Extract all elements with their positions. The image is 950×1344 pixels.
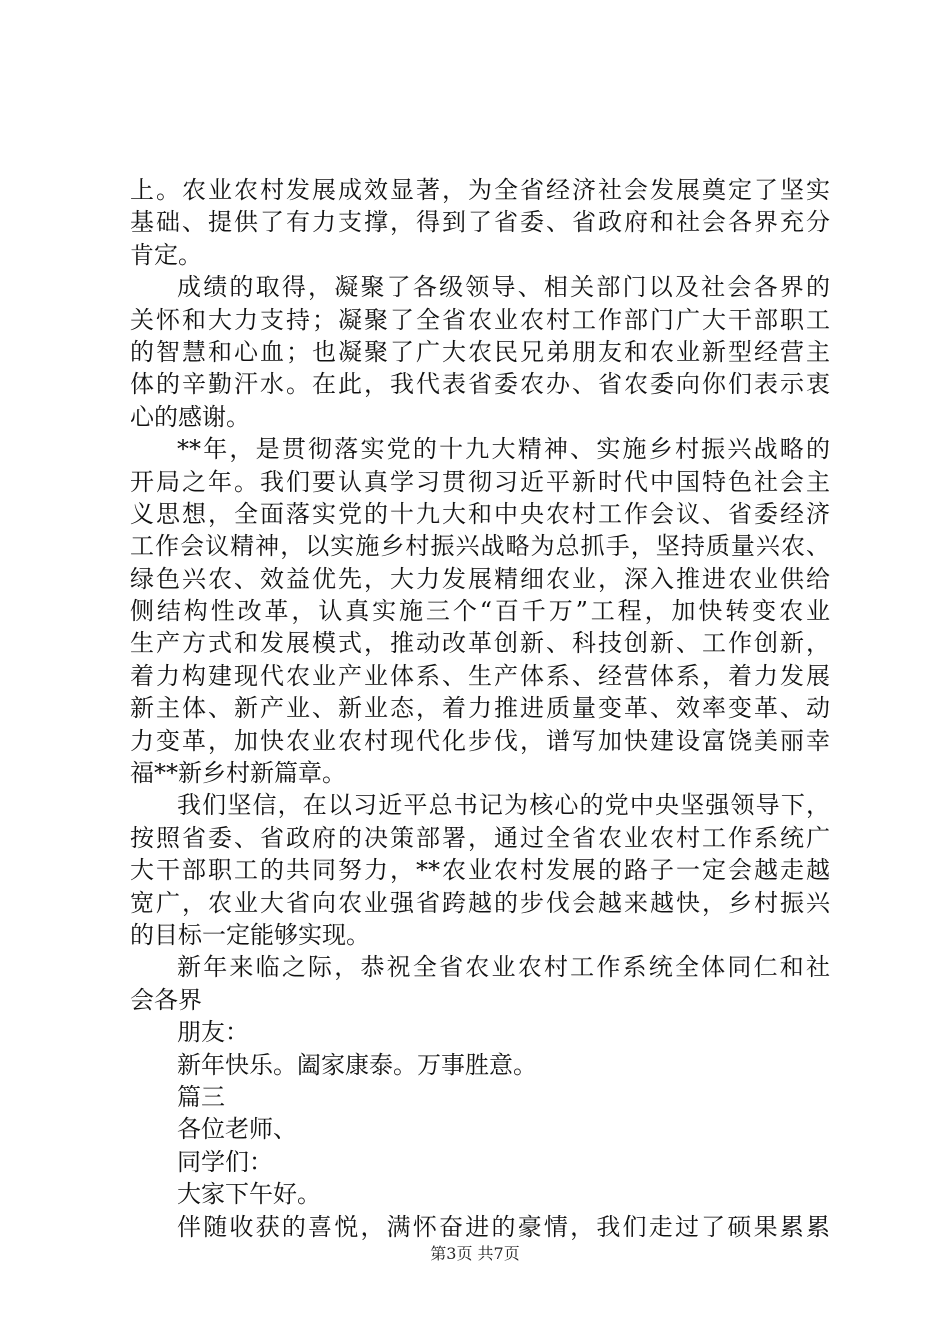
text-line: 生产方式和发展模式，推动改革创新、科技创新、工作创新， [130, 629, 830, 658]
text-line: 宽广，农业大省向农业强省跨越的步伐会越来越快，乡村振兴 [130, 888, 830, 917]
text-line: 伴随收获的喜悦，满怀奋进的豪情，我们走过了硕果累累 [177, 1212, 830, 1241]
text-line: 会各界 [130, 985, 202, 1014]
text-line: **年，是贯彻落实党的十九大精神、实施乡村振兴战略的 [177, 435, 830, 464]
text-line: 的目标一定能够实现。 [130, 920, 370, 949]
text-line: 我们坚信，在以习近平总书记为核心的党中央坚强领导下， [177, 791, 830, 820]
text-line: 体的辛勤汗水。在此，我代表省委农办、省农委向你们表示衷 [130, 370, 830, 399]
text-line: 成绩的取得，凝聚了各级领导、相关部门以及社会各界的 [177, 273, 830, 302]
page-footer: 第3页 共7页 [430, 1244, 520, 1263]
text-line: 着力构建现代农业产业体系、生产体系、经营体系，着力发展 [130, 661, 830, 690]
text-line: 上。农业农村发展成效显著，为全省经济社会发展奠定了坚实 [130, 176, 830, 204]
document-body [130, 174, 830, 1243]
text-line: 篇三 [177, 1082, 225, 1111]
text-line: 绿色兴农、效益优先，大力发展精细农业，深入推进农业供给 [130, 564, 830, 593]
text-line: 开局之年。我们要认真学习贯彻习近平新时代中国特色社会主 [130, 467, 830, 496]
text-line: 同学们： [177, 1147, 273, 1176]
text-line: 新年来临之际，恭祝全省农业农村工作系统全体同仁和社 [177, 953, 830, 982]
text-line: 大家下午好。 [177, 1180, 321, 1209]
text-line: 侧结构性改革，认真实施三个“百千万”工程，加快转变农业 [130, 597, 830, 626]
text-line: 关怀和大力支持；凝聚了全省农业农村工作部门广大干部职工 [130, 305, 830, 334]
text-line: 肯定。 [130, 240, 202, 269]
text-line: 工作会议精神，以实施乡村振兴战略为总抓手，坚持质量兴农、 [130, 532, 830, 561]
text-line: 义思想，全面落实党的十九大和中央农村工作会议、省委经济 [130, 499, 830, 528]
text-line: 福**新乡村新篇章。 [130, 759, 346, 788]
text-line: 新年快乐。阖家康泰。万事胜意。 [177, 1050, 537, 1079]
text-line: 力变革，加快农业农村现代化步伐，谱写加快建设富饶美丽幸 [130, 726, 830, 755]
text-line: 的智慧和心血；也凝聚了广大农民兄弟朋友和农业新型经营主 [130, 337, 830, 366]
text-line: 按照省委、省政府的决策部署，通过全省农业农村工作系统广 [130, 823, 830, 852]
text-line: 朋友： [177, 1018, 249, 1047]
text-line: 大干部职工的共同努力，**农业农村发展的路子一定会越走越 [130, 856, 830, 885]
text-line: 心的感谢。 [130, 402, 250, 431]
text-line: 基础、提供了有力支撑，得到了省委、省政府和社会各界充分 [130, 208, 830, 237]
text-line: 新主体、新产业、新业态，着力推进质量变革、效率变革、动 [130, 694, 830, 723]
text-line: 各位老师、 [177, 1115, 297, 1144]
